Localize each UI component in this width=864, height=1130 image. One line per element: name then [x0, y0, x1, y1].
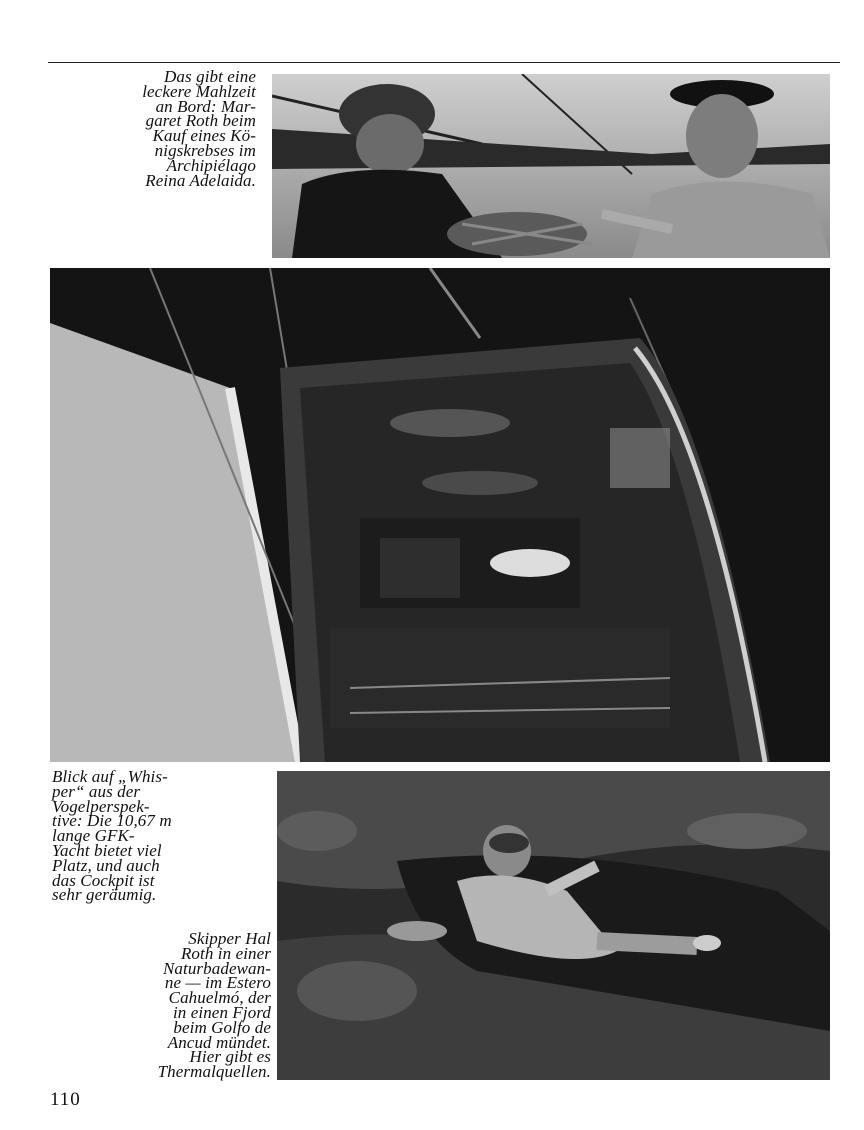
- caption-line: nigskrebses im: [154, 140, 256, 160]
- caption-line: tive: Die 10,67 m: [52, 811, 172, 831]
- caption-line: Kauf eines Kö-: [152, 126, 256, 146]
- caption-line: per“ aus der: [52, 781, 141, 801]
- photo-natural-bathtub: [277, 771, 830, 1080]
- caption-line: an Bord: Mar-: [155, 96, 256, 116]
- caption-line: Skipper Hal: [188, 929, 271, 948]
- caption-bottom: [50, 929, 271, 1082]
- caption-line: Roth in einer: [180, 943, 271, 963]
- photo-crab-purchase: [272, 74, 830, 258]
- caption-line: Vogelperspek-: [52, 796, 150, 816]
- top-rule: [48, 62, 840, 63]
- caption-line: ne — im Estero: [164, 973, 271, 993]
- caption-top: [50, 67, 256, 190]
- caption-line: garet Roth beim: [145, 111, 256, 131]
- caption-line: Das gibt eine: [164, 67, 256, 86]
- caption-line: Reina Adelaida.: [145, 170, 256, 190]
- caption-line: lange GFK-: [52, 826, 135, 846]
- caption-line: beim Golfo de: [173, 1017, 271, 1037]
- caption-line: in einen Fjord: [172, 1002, 271, 1022]
- caption-line: Hier gibt es: [189, 1047, 271, 1067]
- caption-line: das Cockpit ist: [52, 870, 155, 890]
- caption-line: sehr geräumig.: [52, 885, 157, 905]
- caption-line: Naturbadewan-: [162, 958, 271, 978]
- caption-line: Cahuelmó, der: [168, 988, 271, 1008]
- caption-line: Thermalquellen.: [157, 1062, 271, 1082]
- caption-line: Platz, und auch: [52, 855, 160, 875]
- caption-line: Blick auf „Whis-: [52, 767, 168, 786]
- photo-yacht-aerial: [50, 268, 830, 762]
- caption-middle: [52, 767, 267, 905]
- caption-line: Yacht bietet viel: [52, 840, 162, 860]
- caption-line: Ancud mündet.: [167, 1032, 271, 1052]
- caption-line: leckere Mahlzeit: [142, 81, 256, 101]
- caption-line: Archipiélago: [166, 155, 256, 175]
- page-number: 110: [50, 1089, 81, 1110]
